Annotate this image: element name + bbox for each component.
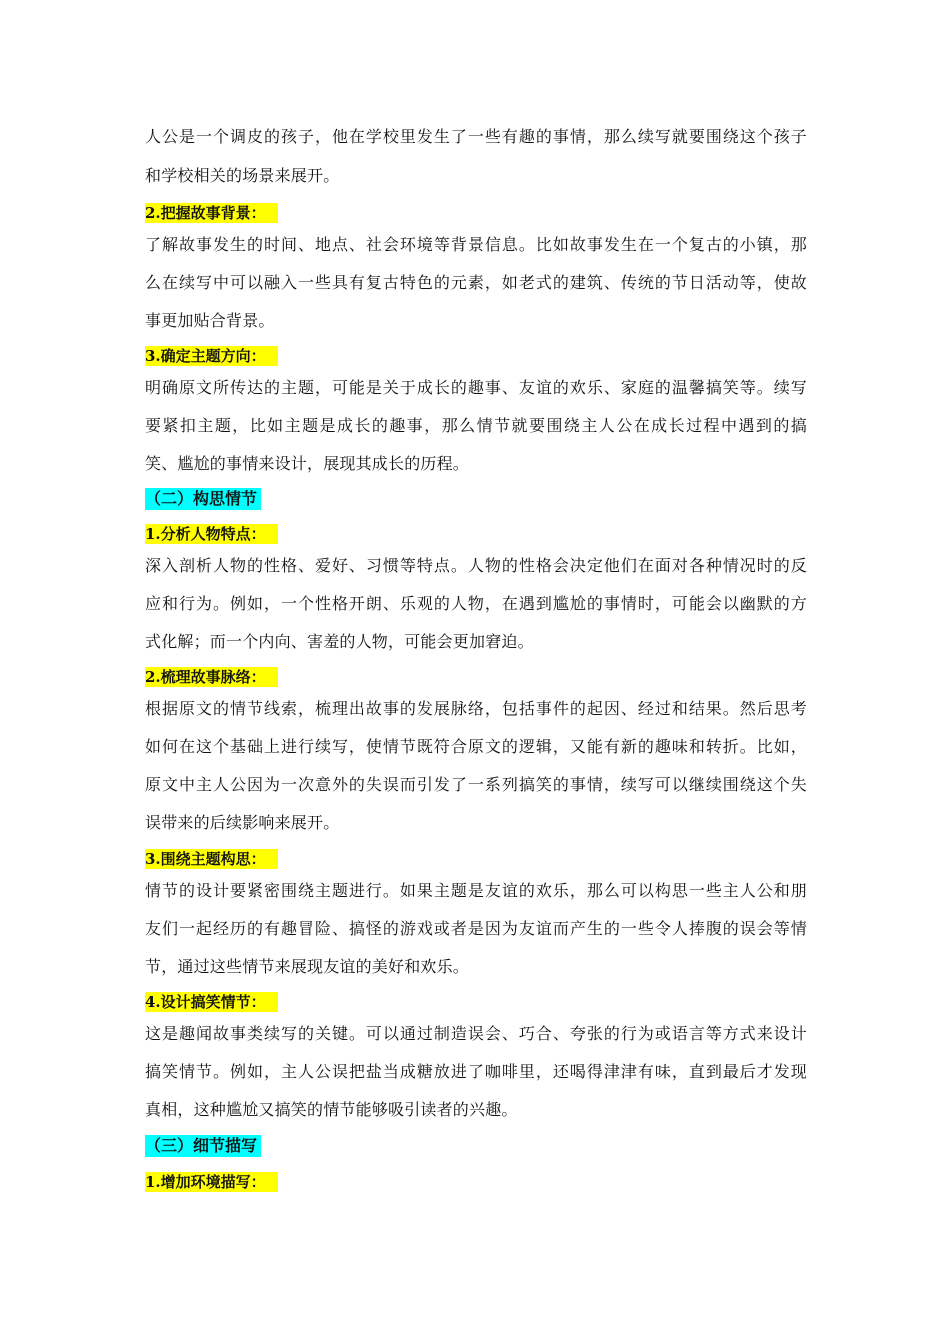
paragraph-line: 搞笑情节。例如，主人公误把盐当成糖放进了咖啡里，还喝得津津有味，直到最后才发现 xyxy=(145,1062,807,1081)
paragraph-line: 么在续写中可以融入一些具有复古特色的元素，如老式的建筑、传统的节日活动等，使故 xyxy=(145,273,807,292)
subheading-environment: 1.增加环境描写： xyxy=(145,1172,278,1192)
paragraph-line: 了解故事发生的时间、地点、社会环境等背景信息。比如故事发生在一个复古的小镇，那 xyxy=(145,235,807,254)
subheading-character-traits: 1.分析人物特点： xyxy=(145,524,278,544)
paragraph-line: 要紧扣主题，比如主题是成长的趣事，那么情节就要围绕主人公在成长过程中遇到的搞 xyxy=(145,416,807,435)
paragraph-line: 和学校相关的场景来展开。 xyxy=(145,166,340,185)
paragraph-line: 真相，这种尴尬又搞笑的情节能够吸引读者的兴趣。 xyxy=(145,1100,518,1119)
section-heading-details: （三）细节描写 xyxy=(145,1135,261,1157)
subheading-story-background: 2.把握故事背景： xyxy=(145,203,278,223)
paragraph-line: 原文中主人公因为一次意外的失误而引发了一系列搞笑的事情，续写可以继续围绕这个失 xyxy=(145,775,807,794)
paragraph-line: 如何在这个基础上进行续写，使情节既符合原文的逻辑，又能有新的趣味和转折。比如， xyxy=(145,737,807,756)
paragraph-line: 节，通过这些情节来展现友谊的美好和欢乐。 xyxy=(145,957,470,976)
paragraph-line: 笑、尴尬的事情来设计，展现其成长的历程。 xyxy=(145,454,470,473)
subheading-story-thread: 2.梳理故事脉络： xyxy=(145,667,278,687)
paragraph-line: 误带来的后续影响来展开。 xyxy=(145,813,340,832)
paragraph-line: 根据原文的情节线索，梳理出故事的发展脉络，包括事件的起因、经过和结果。然后思考 xyxy=(145,699,807,718)
paragraph-line: 式化解；而一个内向、害羞的人物，可能会更加窘迫。 xyxy=(145,632,534,651)
paragraph-line: 深入剖析人物的性格、爱好、习惯等特点。人物的性格会决定他们在面对各种情况时的反 xyxy=(145,556,807,575)
paragraph-line: 人公是一个调皮的孩子，他在学校里发生了一些有趣的事情，那么续写就要围绕这个孩子 xyxy=(145,127,807,146)
subheading-theme-conception: 3.围绕主题构思： xyxy=(145,849,278,869)
paragraph-line: 事更加贴合背景。 xyxy=(145,311,275,330)
paragraph-line: 应和行为。例如，一个性格开朗、乐观的人物，在遇到尴尬的事情时，可能会以幽默的方 xyxy=(145,594,807,613)
paragraph-line: 明确原文所传达的主题，可能是关于成长的趣事、友谊的欢乐、家庭的温馨搞笑等。续写 xyxy=(145,378,807,397)
section-heading-plot: （二）构思情节 xyxy=(145,488,261,510)
paragraph-line: 情节的设计要紧密围绕主题进行。如果主题是友谊的欢乐，那么可以构思一些主人公和朋 xyxy=(145,881,807,900)
paragraph-line: 友们一起经历的有趣冒险、搞怪的游戏或者是因为友谊而产生的一些令人捧腹的误会等情 xyxy=(145,919,807,938)
subheading-theme-direction: 3.确定主题方向： xyxy=(145,346,278,366)
subheading-funny-plot: 4.设计搞笑情节： xyxy=(145,992,278,1012)
paragraph-line: 这是趣闻故事类续写的关键。可以通过制造误会、巧合、夸张的行为或语言等方式来设计 xyxy=(145,1024,807,1043)
